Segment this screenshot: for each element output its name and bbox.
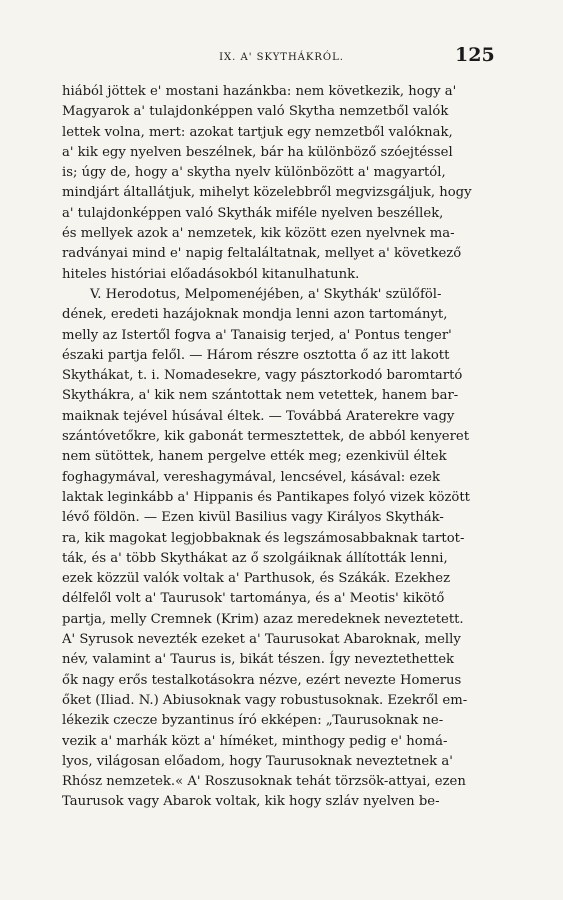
text-line: a' tulajdonképpen való Skythák miféle nyelven beszéllek, bbox=[62, 205, 444, 221]
body-text bbox=[62, 82, 502, 813]
text-line: nem sütöttek, hanem pergelve ették meg; ezenkivül éltek bbox=[62, 449, 447, 465]
text-line: őket (Iliad. N.) Abiusoknak vagy robustusoknak. Ezekről em- bbox=[62, 692, 468, 708]
text-line: partja, melly Cremnek (Krim) azaz meredeknek neveztetett. bbox=[62, 611, 464, 627]
text-line: melly az Istertől fogva a' Tanaisig terjed, a' Pontus tenger' bbox=[62, 327, 452, 343]
page-number: 125 bbox=[455, 44, 495, 66]
text-line: hiából jöttek e' mostani hazánkba: nem következik, hogy a' bbox=[62, 84, 457, 99]
text-line: Skythákra, a' kik nem szántottak nem vetettek, hanem bar- bbox=[62, 388, 459, 404]
text-line: ra, kik magokat legjobbaknak és legszámosabbaknak tartot- bbox=[62, 530, 465, 546]
text-line: név, valamint a' Taurus is, bikát tészen. Így neveztethettek bbox=[62, 652, 454, 668]
text-line: ták, és a' több Skythákat az ő szolgáiknak állították lenni, bbox=[62, 550, 448, 566]
text-line: délfelől volt a' Taurusok' tartománya, és a' Meotis' kikötő bbox=[62, 591, 445, 607]
text-line: radványai mind e' napig feltaláltatnak, mellyet a' következő bbox=[62, 246, 462, 262]
text-line: lyos, világosan előadom, hogy Taurusoknak neveztetnek a' bbox=[62, 753, 453, 769]
text-line: ezek közzül valók voltak a' Parthusok, és Szákák. Ezekhez bbox=[62, 571, 451, 587]
text-line: hiteles históriai előadásokból kitanulhatunk. bbox=[62, 266, 360, 282]
text-line: Skythákat, t. i. Nomadesekre, vagy pásztorkodó baromtartó bbox=[62, 368, 463, 384]
text-line: Taurusok vagy Abarok voltak, kik hogy szláv nyelven be- bbox=[62, 794, 440, 810]
text-line: lékezik czecze byzantinus író ekképen: „Taurusoknak ne- bbox=[62, 713, 444, 729]
text-line: foghagymával, vereshagymával, lencsével, kásával: ezek bbox=[62, 469, 440, 485]
text-line: és mellyek azok a' nemzetek, kik között ezen nyelvnek ma- bbox=[62, 226, 455, 242]
text-line: lettek volna, mert: azokat tartjuk egy nemzetből valóknak, bbox=[62, 124, 453, 140]
text-line: A' Syrusok nevezték ezeket a' Taurusokat Abaroknak, melly bbox=[62, 632, 461, 648]
text-line: ők nagy erős testalkotásokra nézve, ezért nevezte Homerus bbox=[62, 672, 462, 688]
text-line: laktak leginkább a' Hippanis és Pantikapes folyó vizek között bbox=[62, 489, 470, 505]
text-line: maiknak tejével húsával éltek. — Továbbá Araterekre vagy bbox=[62, 408, 455, 424]
running-header: IX. A' SKYTHÁKRÓL. bbox=[219, 52, 344, 63]
text-line: szántóvetőkre, kik gabonát termesztettek, de abból kenyeret bbox=[62, 429, 470, 445]
text-line: is; úgy de, hogy a' skytha nyelv különbözött a' magyartól, bbox=[62, 165, 446, 181]
text-line: Magyarok a' tulajdonképpen való Skytha nemzetből valók bbox=[62, 104, 449, 120]
text-line: dének, eredeti hazájoknak mondja lenni azon tartományt, bbox=[62, 307, 448, 323]
text-line: mindjárt általlátjuk, mihelyt közelebbről megvizsgáljuk, hogy bbox=[62, 185, 472, 201]
text-line: V. Herodotus, Melpomenéjében, a' Skythák' szülőföl- bbox=[90, 286, 442, 302]
text-line: lévő földön. — Ezen kivül Basilius vagy Királyos Skythák- bbox=[62, 510, 444, 526]
text-line: Rhósz nemzetek.« A' Roszusoknak tehát törzsök-attyai, ezen bbox=[62, 774, 466, 790]
text-line: északi partja felől. — Három részre osztotta ő az itt lakott bbox=[62, 347, 450, 363]
text-line: a' kik egy nyelven beszélnek, bár ha különböző szóejtéssel bbox=[62, 144, 453, 160]
text-line: vezik a' marhák közt a' híméket, minthogy pedig e' homá- bbox=[62, 733, 448, 749]
